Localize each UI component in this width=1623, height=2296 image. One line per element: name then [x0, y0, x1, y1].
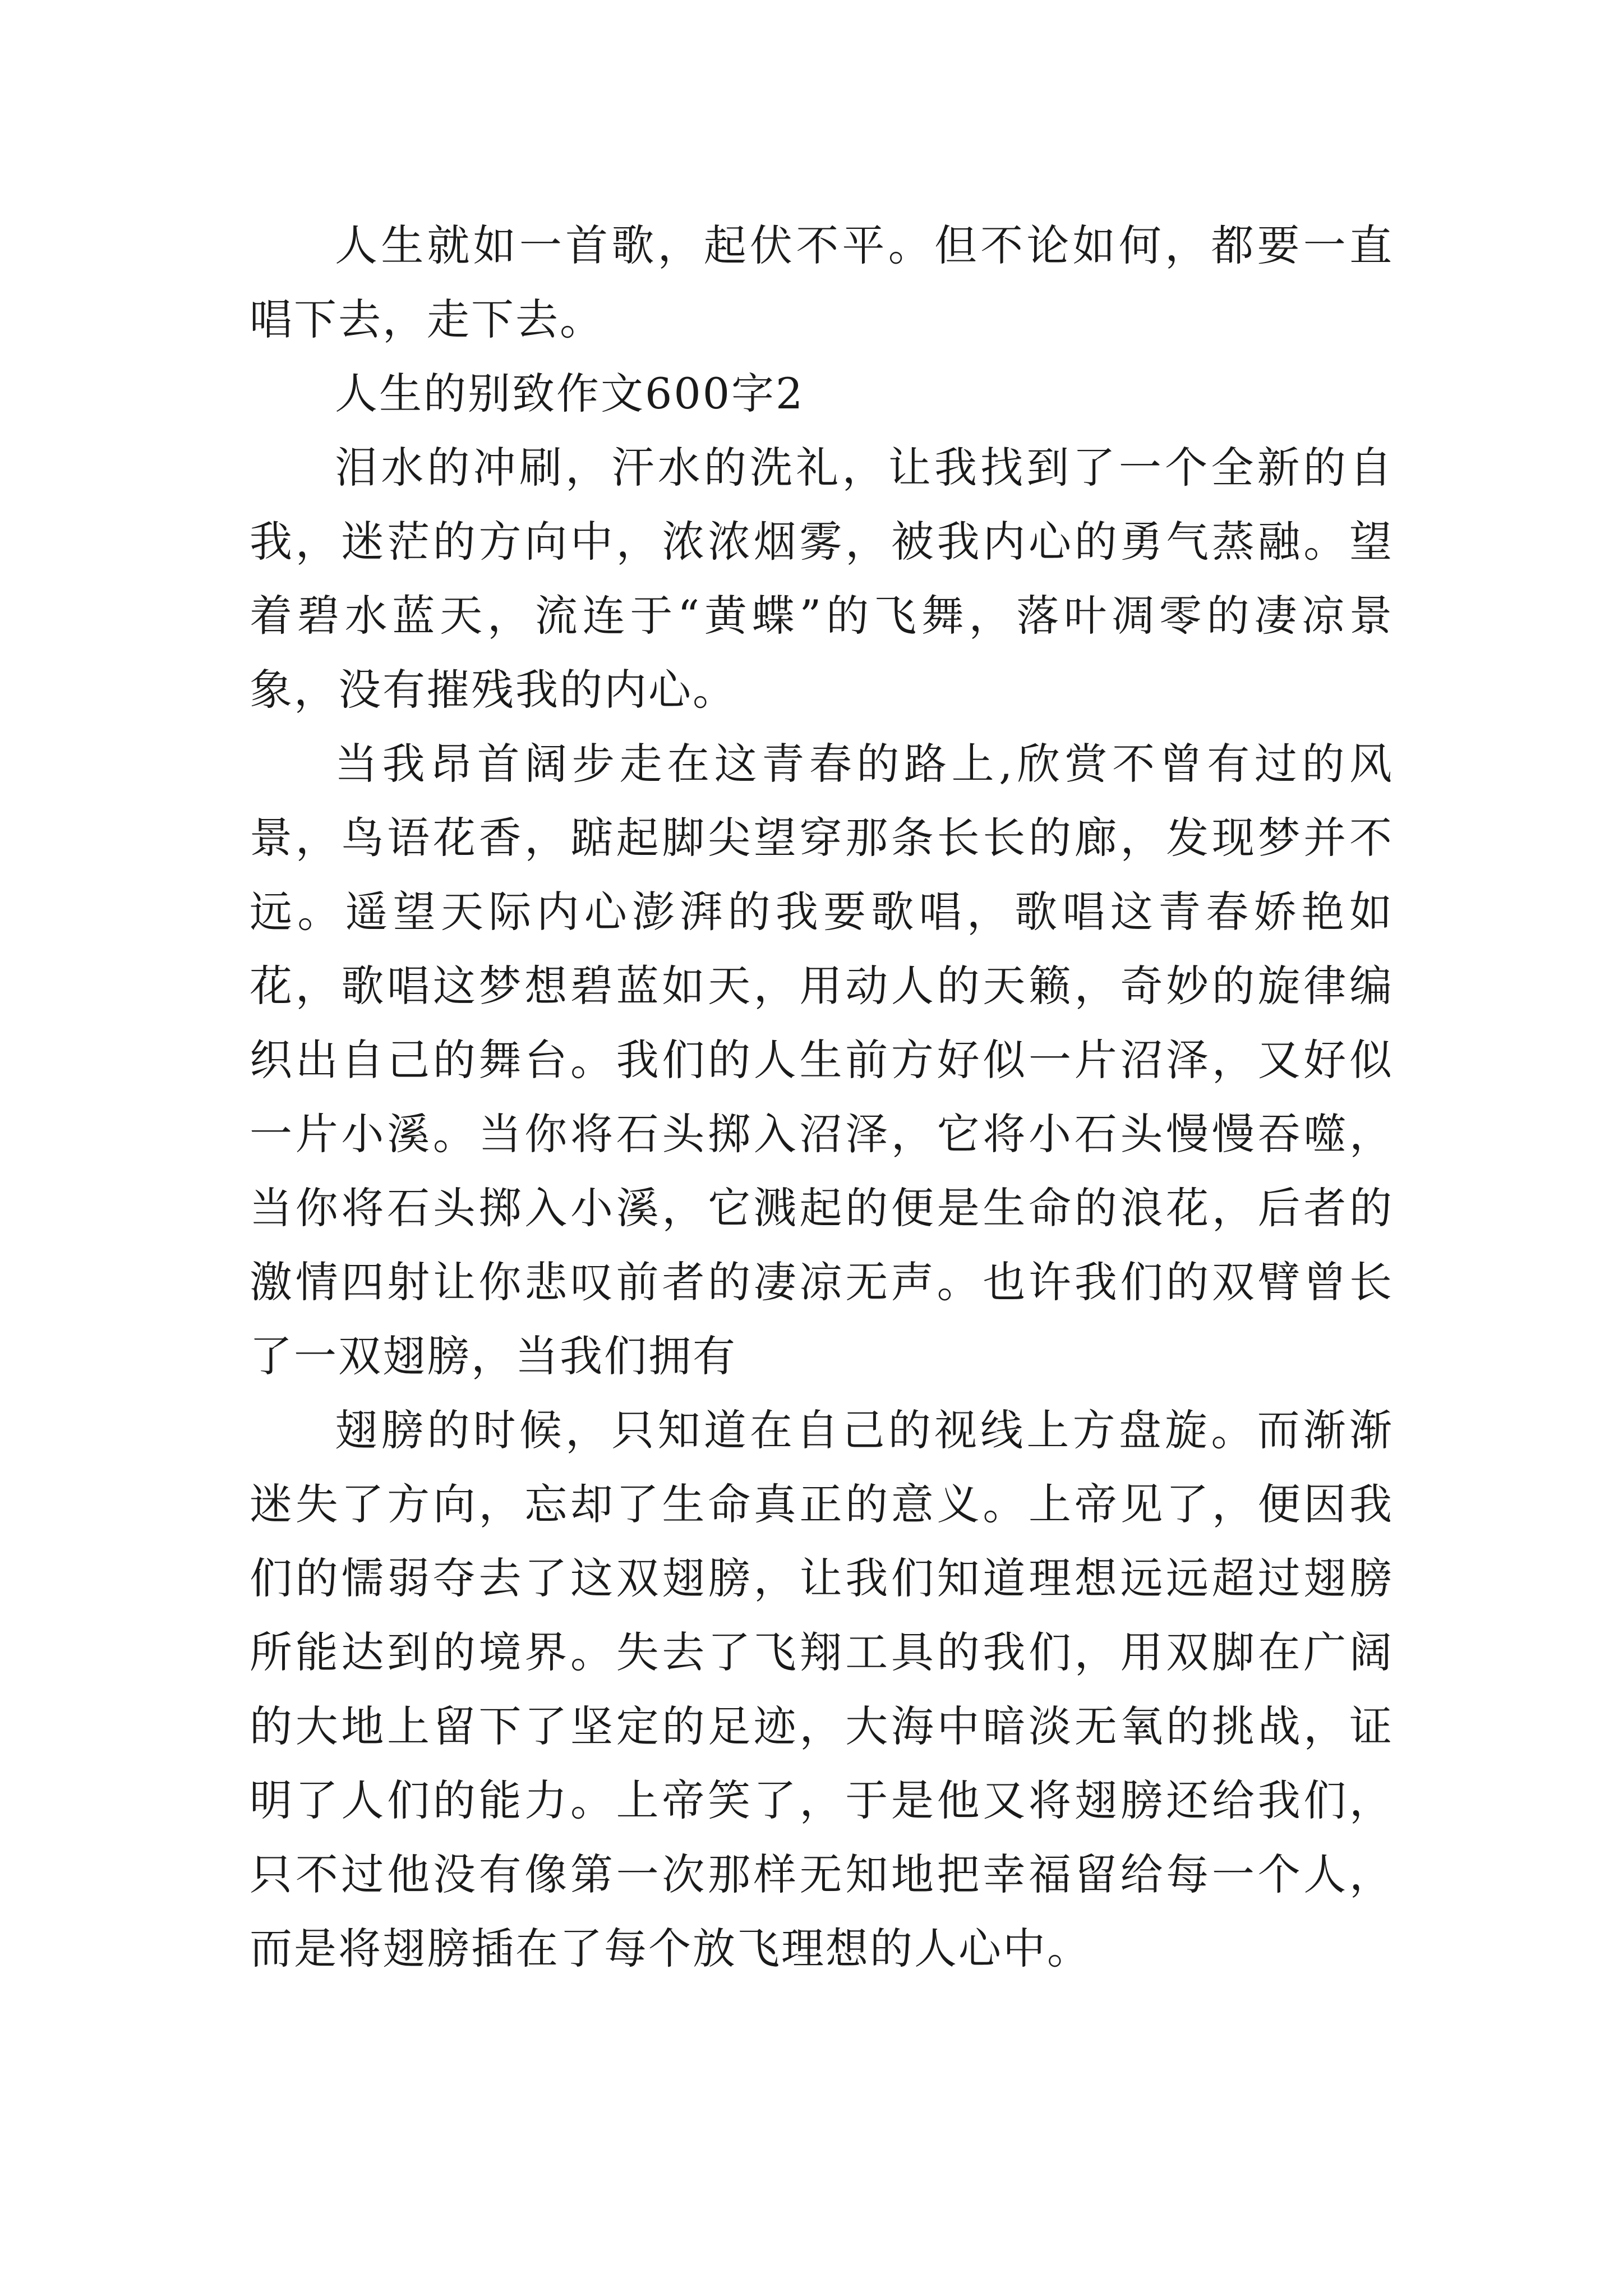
paragraph-tears: 泪水的冲刷，汗水的洗礼，让我找到了一个全新的自我，迷茫的方向中，浓浓烟雾，被我内心的勇气蒸融。望着碧水蓝天，流连于“黄蝶”的飞舞，落叶凋零的凄凉景象，没有摧残我的内心。 — [250, 443, 1394, 715]
paragraph-youth: 当我昂首阔步走在这青春的路上,欣赏不曾有过的风景，鸟语花香，踮起脚尖望穿那条长长的廊，发现梦并不远。遥望天际内心澎湃的我要歌唱，歌唱这青春娇艳如花，歌唱这梦想碧蓝如天，用动人的天籁，奇妙的旋律编织出自己的舞台。我们的人生前方好似一片沼泽，又好似一片小溪。当你将石头掷入沼泽，它将小石头慢慢吞噬，当你将石头掷入小溪，它溅起的便是生命的浪花，后者的激情四射让你悲叹前者的凄凉无声。也许我们的双臂曾长了一双翅膀，当我们拥有 — [250, 739, 1394, 1381]
paragraph-wings: 翅膀的时候，只知道在自己的视线上方盘旋。而渐渐迷失了方向，忘却了生命真正的意义。上帝见了，便因我们的懦弱夺去了这双翅膀，让我们知道理想远远超过翅膀所能达到的境界。失去了飞翔工具的我们，用双脚在广阔的大地上留下了坚定的足迹，大海中暗淡无氧的挑战，证明了人们的能力。上帝笑了，于是他又将翅膀还给我们，只不过他没有像第一次那样无知地把幸福留给每一个人，而是将翅膀插在了每个放飞理想的人心中。 — [250, 1405, 1394, 1973]
essay-title: 人生的别致作文600字2 — [335, 369, 805, 418]
paragraph-song: 人生就如一首歌，起伏不平。但不论如何，都要一直唱下去，走下去。 — [250, 220, 1394, 344]
document-body — [250, 209, 1394, 1986]
